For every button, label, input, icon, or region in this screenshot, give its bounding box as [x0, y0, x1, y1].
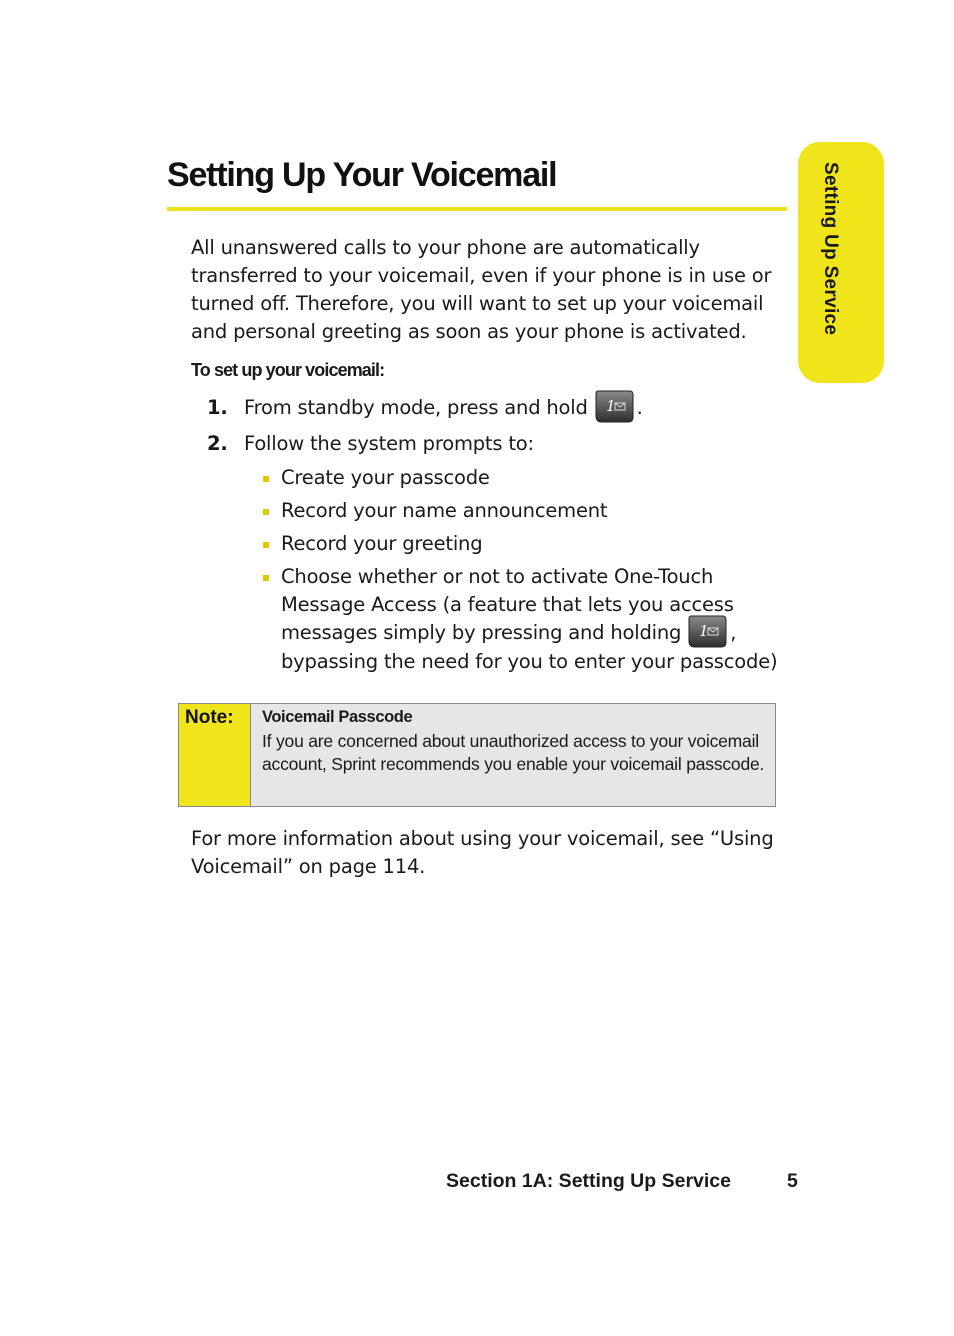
square-bullet-icon	[263, 542, 269, 548]
voicemail-key-1-icon	[594, 389, 634, 423]
note-box	[178, 703, 776, 807]
note-label-cell	[179, 704, 251, 806]
list-item: Record your greeting	[262, 530, 792, 558]
section-side-tab-label: Setting Up Service	[820, 162, 841, 336]
voicemail-key-1-icon	[687, 614, 727, 648]
intro-paragraph: All unanswered calls to your phone are automatically transferred to your voicemail, even if your phone is in use or turned off. Therefore, you will want to set up your voicemail and personal greeting as soon as your phone is activated.	[191, 236, 772, 343]
section-side-tab	[798, 142, 884, 383]
square-bullet-icon	[263, 575, 269, 581]
page-title: Setting Up Your Voicemail	[167, 156, 557, 194]
square-bullet-icon	[263, 509, 269, 515]
step-text-end: .	[636, 396, 643, 419]
list-item: Record your name announcement	[262, 497, 792, 525]
step-number: 1.	[207, 396, 228, 419]
step-text: Follow the system prompts to:	[244, 432, 534, 455]
footer-page-number: 5	[787, 1170, 798, 1192]
note-body: If you are concerned about unauthorized access to your voicemail account, Sprint recommends you enable your voicemail passcode.	[262, 731, 765, 774]
step-text: From standby mode, press and hold	[244, 396, 588, 419]
note-label: Note:	[185, 707, 234, 728]
note-title: Voicemail Passcode	[262, 708, 413, 726]
list-item: Choose whether or not to activate One-Touch Message Access (a feature that lets you access messages simply by pressing and holding 1 , bypassing the need for you to enter your passcode)	[262, 563, 792, 676]
footer-section-title: Section 1A: Setting Up Service	[446, 1170, 731, 1192]
more-info-paragraph: For more information about using your voicemail, see “Using Voicemail” on page 114.	[191, 827, 774, 878]
step-1	[207, 394, 643, 423]
step-2	[207, 430, 534, 458]
svg-text:1: 1	[699, 621, 709, 640]
title-underline	[167, 207, 787, 211]
square-bullet-icon	[263, 476, 269, 482]
prompt-list	[262, 464, 792, 681]
svg-text:1: 1	[605, 396, 616, 415]
list-item: Create your passcode	[262, 464, 792, 492]
step-number: 2.	[207, 432, 228, 455]
procedure-heading: To set up your voicemail:	[191, 360, 385, 380]
